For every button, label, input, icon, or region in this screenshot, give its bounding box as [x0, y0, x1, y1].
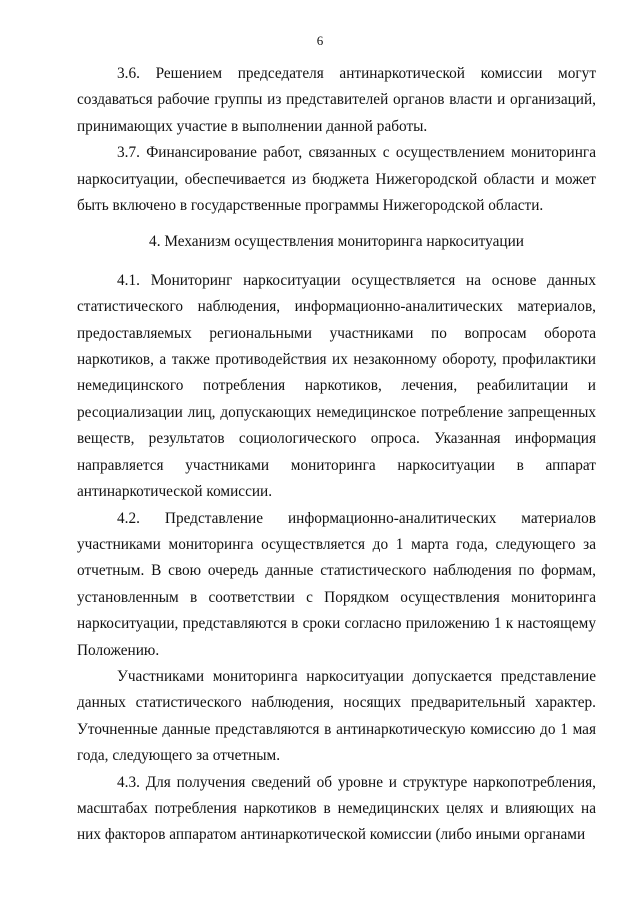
document-body — [77, 61, 596, 849]
section-heading: 4. Механизм осуществления мониторинга наркоситуации — [149, 233, 524, 251]
paragraph-3-7: 3.7. Финансирование работ, связанных с осуществлением мониторинга наркоситуации, обеспечивается из бюджета Нижегородской области и может быть включено в государственные программы Нижегородской области. — [77, 144, 596, 215]
paragraph-4-2-continued: Участниками мониторинга наркоситуации допускается представление данных статистического наблюдения, носящих предварительный характер. Уточненные данные представляются в антинаркотическую комиссию до 1 мая года, следующего за отчетным. — [77, 667, 596, 765]
paragraph-4-3: 4.3. Для получения сведений об уровне и структуре наркопотребления, масштабах потребления наркотиков в немедицинских целях и влияющих на них факторов аппаратом антинаркотической комиссии (либо иными органами — [77, 773, 596, 844]
paragraph-4-1: 4.1. Мониторинг наркоситуации осуществляется на основе данных статистического наблюдения, информационно-аналитических материалов, предоставляемых региональными участниками по вопросам оборота наркотиков, а также противодействия их незаконному обороту, профилактики немедицинского потребления наркотиков, лечения, реабилитации и ресоциализации лиц, допускающих немедицинское потребление запрещенных веществ, результатов социологического опроса. Указанная информация направляется участниками мониторинга наркоситуации в аппарат антинаркотической комиссии. — [77, 271, 596, 501]
paragraph-4-2: 4.2. Представление информационно-аналитических материалов участниками мониторинга осуществляется до 1 марта года, следующего за отчетным. В свою очередь данные статистического наблюдения по формам, установленным в соответствии с Порядком осуществления мониторинга наркоситуации, представляются в сроки согласно приложению 1 к настоящему Положению. — [77, 509, 596, 659]
page-number: 6 — [316, 33, 324, 48]
paragraph-3-6: 3.6. Решением председателя антинаркотической комиссии могут создаваться рабочие группы из представителей органов власти и организаций, принимающих участие в выполнении данной работы. — [77, 65, 596, 135]
